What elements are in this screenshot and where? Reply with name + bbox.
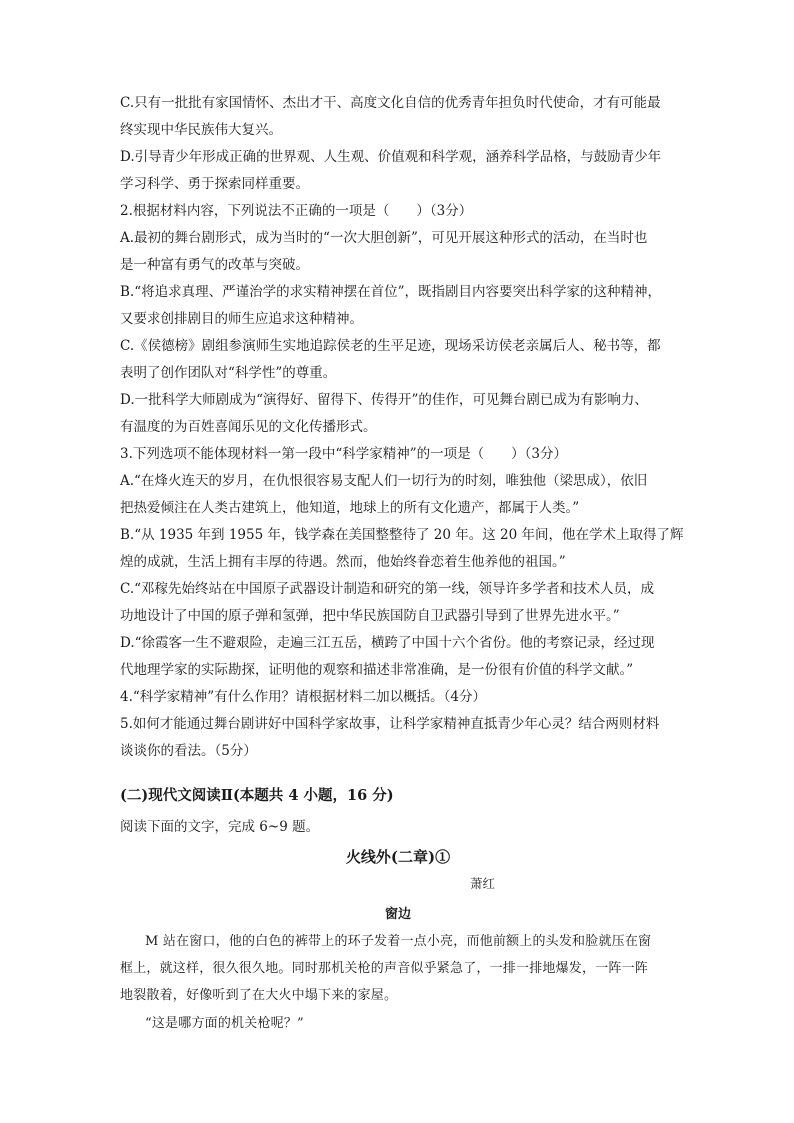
story-paragraph-cont: [120, 955, 676, 1009]
text-line: 煌的成就，生活上拥有丰厚的待遇。然而，他始终眷恋着生他养他的祖国。”: [120, 554, 566, 570]
text-line: D.一批科学大师剧成为“演得好、留得下、传得开”的佳作，可见舞台剧已成为有影响力、: [120, 392, 648, 408]
text-line: C.《侯德榜》剧组参演师生实地追踪侯老的生平足迹，现场采访侯老亲属后人、秘书等，都: [120, 338, 661, 354]
text-line: A.最初的舞台剧形式，成为当时的“一次大胆创新”，可见开展这种形式的活动，在当时也: [120, 230, 648, 246]
text-line: 谈谈你的看法。（5分）: [120, 743, 257, 759]
text-line: 把热爱倾注在人类古建筑上，他知道，地球上的所有文化遗产，都属于人类。”: [120, 500, 580, 516]
chapter-title: 窗边: [384, 907, 411, 922]
text-line: C.只有一批批有家国情怀、杰出才干、高度文化自信的优秀青年担负时代使命，才有可能最: [120, 95, 661, 111]
story-line: “这是哪方面的机关枪呢？”: [145, 1016, 304, 1031]
story-title: 火线外(二章)①: [345, 848, 451, 866]
text-line: 代地理学家的实际勘探，证明他的观察和描述非常准确，是一份很有价值的科学文献。”: [120, 662, 634, 678]
question-block: [120, 90, 684, 765]
story-paragraph: [145, 928, 685, 955]
text-line: 功地设计了中国的原子弹和氢弹，把中华民族国防自卫武器引导到了世界先进水平。”: [120, 608, 620, 624]
text-line: 表明了创作团队对“科学性”的尊重。: [120, 365, 337, 381]
text-line: 又要求创排剧目的师生应追求这种精神。: [120, 311, 363, 327]
text-line: D.“徐霞客一生不避艰险，走遍三江五岳，横跨了中国十六个省份。他的考察记录，经过现: [120, 635, 655, 651]
text-line: 4.“科学家精神”有什么作用？请根据材料二加以概括。（4分）: [120, 689, 487, 705]
story-author: 萧红: [470, 876, 496, 891]
text-line: C.“邓稼先始终站在中国原子武器设计制造和研究的第一线，领导许多学者和技术人员，成: [120, 581, 655, 597]
story-line: 框上，就这样，很久很久地。同时那机关枪的声音似乎紧急了，一排一排地爆发，一阵一阵: [120, 961, 649, 976]
text-line: 是一种富有勇气的改革与突破。: [120, 257, 309, 273]
story-line: M 站在窗口，他的白色的裤带上的环子发着一点小亮，而他前额上的头发和脸就压在窗: [145, 934, 652, 949]
text-line: D.引导青少年形成正确的世界观、人生观、价值观和科学观，涵养科学品格，与鼓励青少年: [120, 149, 662, 165]
text-line: 3.下列选项不能体现材料一第一段中“科学家精神”的一项是（ ）（3分）: [120, 446, 568, 462]
text-line: 终实现中华民族伟大复兴。: [120, 122, 282, 138]
section-heading: (二)现代文阅读Ⅱ(本题共 4 小题，16 分): [120, 787, 394, 804]
text-line: 5.如何才能通过舞台剧讲好中国科学家故事，让科学家精神直抵青少年心灵？结合两则材料: [120, 716, 660, 732]
instruction-text: 阅读下面的文字，完成 6~9 题。: [120, 819, 320, 835]
text-line: 有温度的为百姓喜闻乐见的文化传播形式。: [120, 419, 377, 435]
text-line: 学习科学、勇于探索同样重要。: [120, 176, 309, 192]
story-line: 地裂散着，好像听到了在大火中塌下来的家屋。: [120, 988, 398, 1003]
text-line: 2.根据材料内容，下列说法不正确的一项是（ ）（3分）: [120, 203, 473, 219]
text-line: B.“从 1935 年到 1955 年，钱学森在美国整整待了 20 年。这 20 年间，他在学术上取得了辉: [120, 527, 684, 543]
story-dialogue: [145, 1010, 685, 1037]
text-line: B.“将追求真理、严谨治学的求实精神摆在首位”，既指剧目内容要突出科学家的这种精神，: [120, 284, 662, 300]
text-line: A.“在烽火连天的岁月，在仇恨很容易支配人们一切行为的时刻，唯独他（梁思成），依旧: [120, 473, 648, 489]
